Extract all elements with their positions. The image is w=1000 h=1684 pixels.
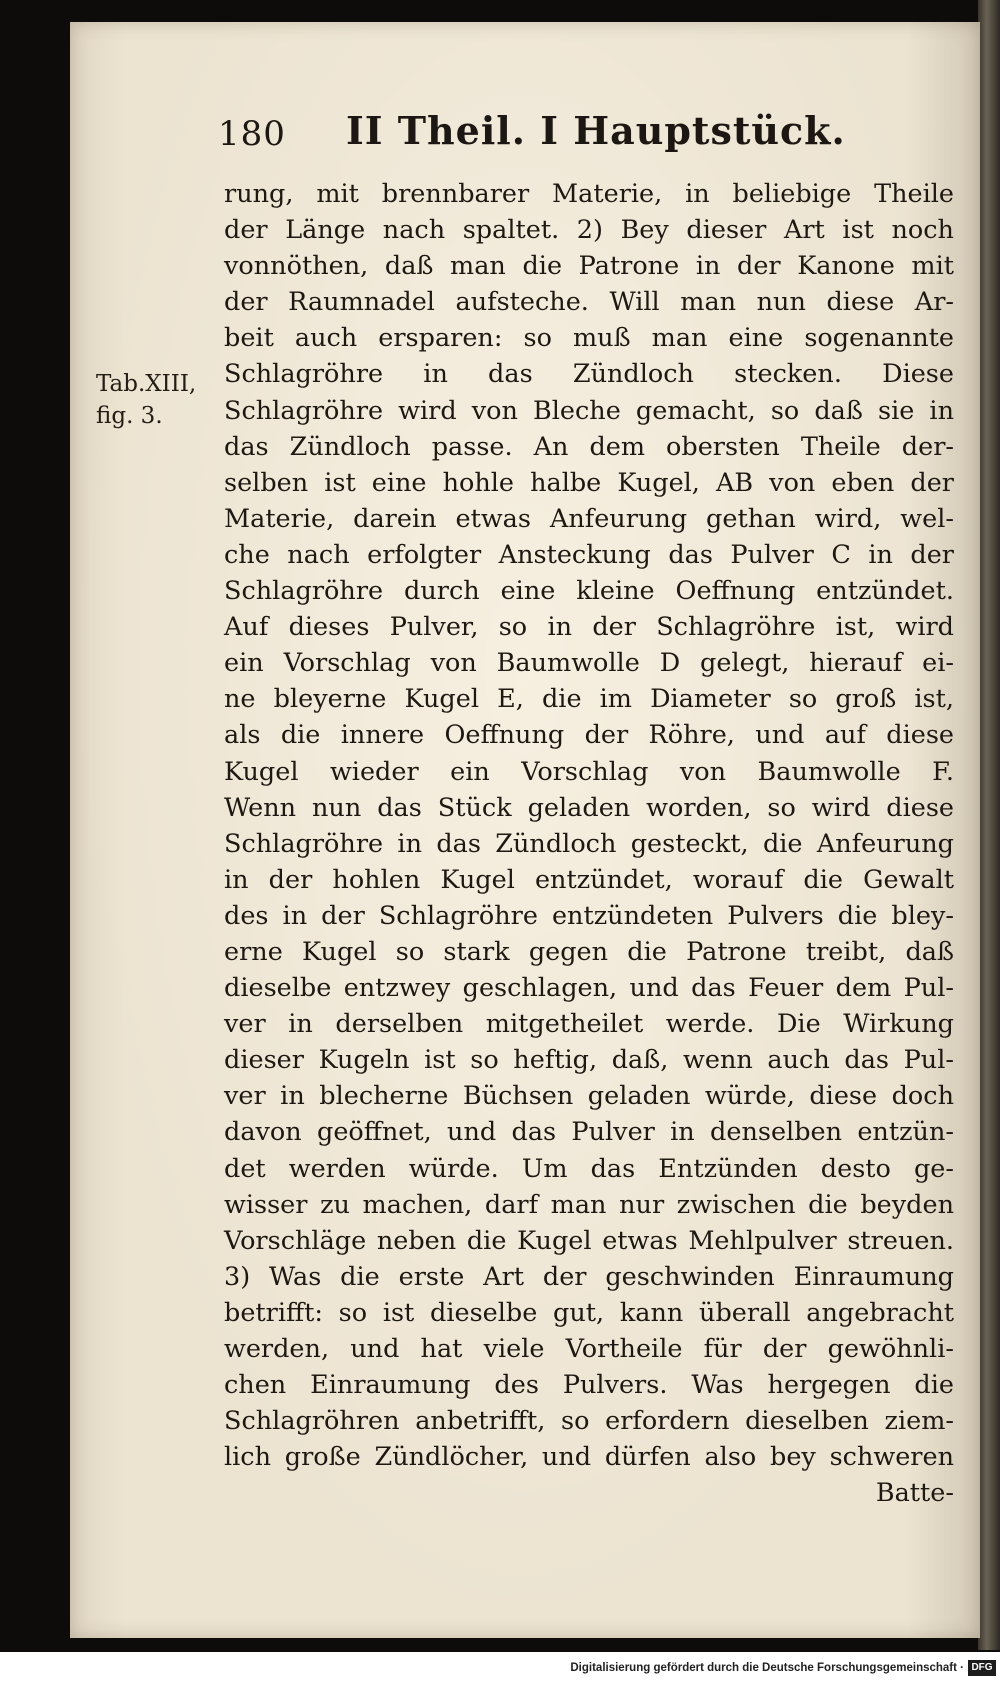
text-line: Schlagröhre wird von Bleche gemacht, so daß sie in [224,395,954,426]
text-line: als die innere Oeffnung der Röhre, und auf diese [224,720,954,751]
text-line: wisser zu machen, darf man nur zwischen die beyden [224,1189,954,1220]
body-text [224,176,954,1511]
text-line: Schlagröhre durch eine kleine Oeffnung entzündet. [224,576,954,607]
text-line: ver in derselben mitgetheilet werde. Die Wirkung [224,1009,954,1040]
text-line: Auf dieses Pulver, so in der Schlagröhre ist, wird [224,612,954,643]
text-line: betrifft: so ist dieselbe gut, kann überall angebracht [224,1297,954,1328]
text-line: ein Vorschlag von Baumwolle D gelegt, hierauf ei- [224,648,954,679]
text-line: Schlagröhre in das Zündloch gesteckt, die Anfeurung [224,828,954,859]
text-line: ne bleyerne Kugel E, die im Diameter so groß ist, [224,684,954,715]
text-line: erne Kugel so stark gegen die Patrone treibt, daß [224,936,954,967]
margin-note [96,368,226,432]
text-line: selben ist eine hohle halbe Kugel, AB von eben der [224,467,954,498]
text-line: der Raumnadel aufsteche. Will man nun diese Ar- [224,287,954,318]
text-line: lich große Zündlöcher, und dürfen also bey schweren [224,1442,954,1473]
page-number: 180 [218,114,286,154]
margin-note-figure-ref: fig. 3. [96,403,163,429]
dfg-logo: DFG [968,1660,996,1676]
text-line: Vorschläge neben die Kugel etwas Mehlpulver streuen. [224,1225,954,1256]
text-line: Batte- [875,1478,954,1509]
margin-note-table-ref: Tab.XIII, [96,371,197,397]
text-line: chen Einraumung des Pulvers. Was hergegen die [224,1370,954,1401]
text-line: det werden würde. Um das Entzünden desto ge- [224,1153,954,1184]
text-line: vonnöthen, daß man die Patrone in der Kanone mit [224,251,954,282]
text-line: werden, und hat viele Vortheile für der gewöhnli- [224,1334,954,1364]
text-line: beit auch ersparen: so muß man eine sogenannte [224,323,954,354]
text-line: der Länge nach spaltet. 2) Bey dieser Art ist noch [224,215,954,246]
book-page-edge [978,0,1000,1650]
text-line: ver in blecherne Büchsen geladen würde, diese doch [224,1081,954,1112]
text-line: dieser Kugeln ist so heftig, daß, wenn auch das Pul- [224,1045,954,1076]
text-line: che nach erfolgter Ansteckung das Pulver C in der [224,539,954,570]
text-line: Kugel wieder ein Vorschlag von Baumwolle F. [224,756,954,787]
text-line: in der hohlen Kugel entzündet, worauf die Gewalt [224,864,954,895]
text-line: rung, mit brennbarer Materie, in beliebige Theile [224,179,954,209]
digitization-footer [0,1652,1000,1684]
text-line: Materie, darein etwas Anfeurung gethan wird, wel- [224,503,954,534]
running-head: II Theil. I Hauptstück. [346,108,846,153]
text-line: Wenn nun das Stück geladen worden, so wird diese [224,792,954,823]
text-line: Schlagröhren anbetrifft, so erfordern dieselben ziem- [224,1406,954,1437]
page-header [218,100,846,160]
text-line: das Zündloch passe. An dem obersten Theile der- [224,431,954,462]
text-line: davon geöffnet, und das Pulver in denselben entzün- [224,1117,954,1148]
funding-credit: Digitalisierung gefördert durch die Deutsche Forschungsgemeinschaft · [570,1662,964,1674]
text-line: dieselbe entzwey geschlagen, und das Feuer dem Pul- [224,973,954,1004]
text-line: des in der Schlagröhre entzündeten Pulvers die bley- [224,900,954,931]
text-line: 3) Was die erste Art der geschwinden Einraumung [224,1261,954,1292]
text-line: Schlagröhre in das Zündloch stecken. Diese [224,359,954,390]
